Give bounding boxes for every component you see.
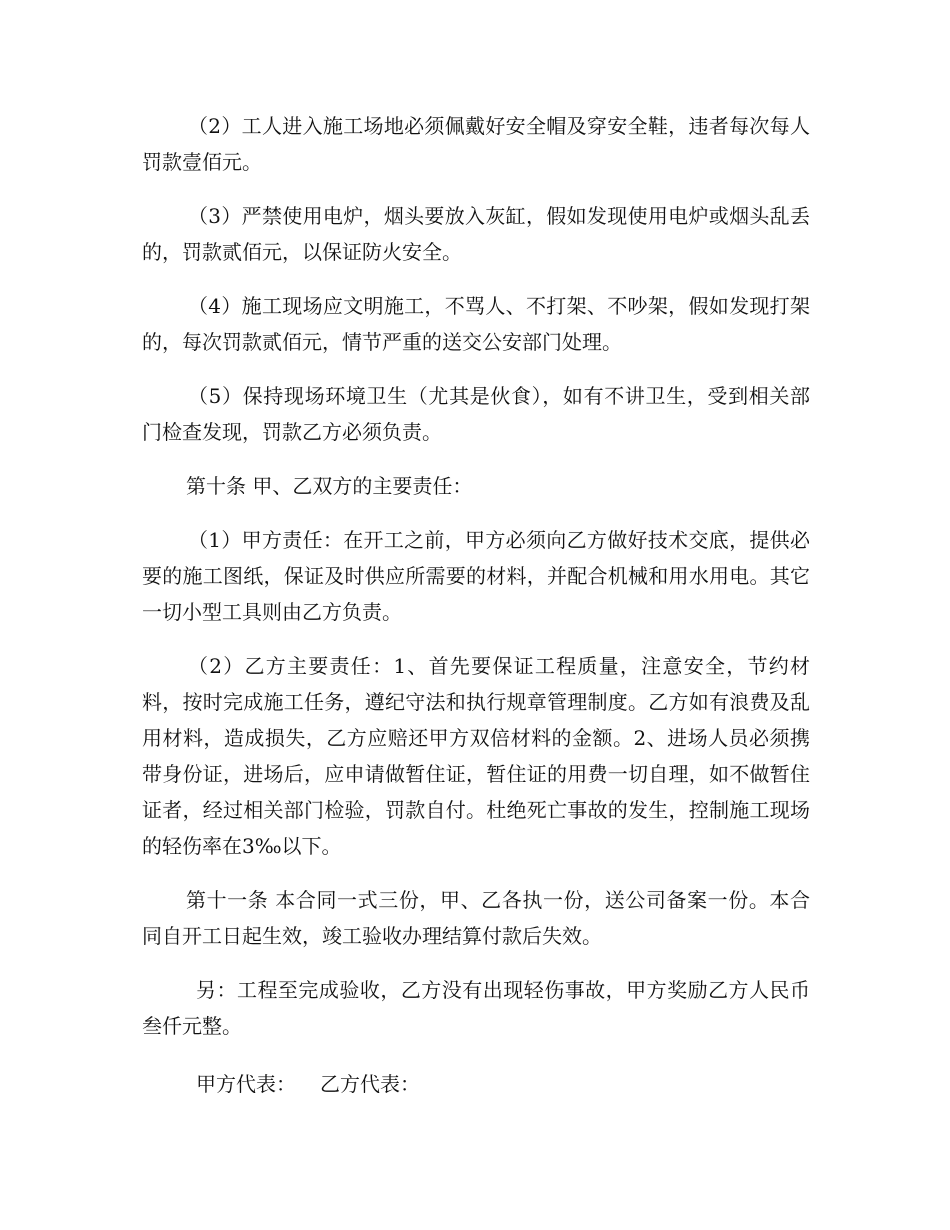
clause-5-paragraph: （5）保持现场环境卫生（尤其是伙食），如有不讲卫生，受到相关部门检查发现，罚款乙方必须负责。 bbox=[142, 384, 810, 444]
party-a-signature-label: 甲方代表： bbox=[196, 1072, 296, 1096]
clause-2-paragraph: （2）工人进入施工场地必须佩戴好安全帽及穿安全鞋，违者每次每人罚款壹佰元。 bbox=[142, 114, 810, 174]
additional-reward-paragraph: 另：工程至完成验收，乙方没有出现轻伤事故，甲方奖励乙方人民币叁仟元整。 bbox=[142, 978, 810, 1038]
clause-3-paragraph: （3）严禁使用电炉，烟头要放入灰缸，假如发现使用电炉或烟头乱丢的，罚款贰佰元，以保证防火安全。 bbox=[142, 204, 810, 264]
clause-4-paragraph: （4）施工现场应文明施工，不骂人、不打架、不吵架，假如发现打架的，每次罚款贰佰元，情节严重的送交公安部门处理。 bbox=[142, 294, 810, 354]
party-b-duty-paragraph: （2）乙方主要责任：1、首先要保证工程质量，注意安全，节约材料，按时完成施工任务，遵纪守法和执行规章管理制度。乙方如有浪费及乱用材料，造成损失，乙方应赔还甲方双倍材料的金额。2、进场人员必须携带身份证，进场后，应申请做暂住证，暂住证的用费一切自理，如不做暂住证者，经过相关部门检验，罚款自付。杜绝死亡事故的发生，控制施工现场的轻伤率在3‰以下。 bbox=[142, 654, 810, 858]
article-11-paragraph: 第十一条 本合同一式三份，甲、乙各执一份，送公司备案一份。本合同自开工日起生效，竣工验收办理结算付款后失效。 bbox=[142, 888, 810, 948]
party-a-duty-paragraph: （1）甲方责任：在开工之前，甲方必须向乙方做好技术交底，提供必要的施工图纸，保证及时供应所需要的材料，并配合机械和用水用电。其它一切小型工具则由乙方负责。 bbox=[142, 528, 810, 624]
contract-page bbox=[142, 108, 810, 1120]
article-10-heading: 第十条 甲、乙双方的主要责任： bbox=[186, 474, 473, 498]
signature-line bbox=[142, 1066, 810, 1102]
party-b-signature-label: 乙方代表： bbox=[320, 1072, 420, 1096]
